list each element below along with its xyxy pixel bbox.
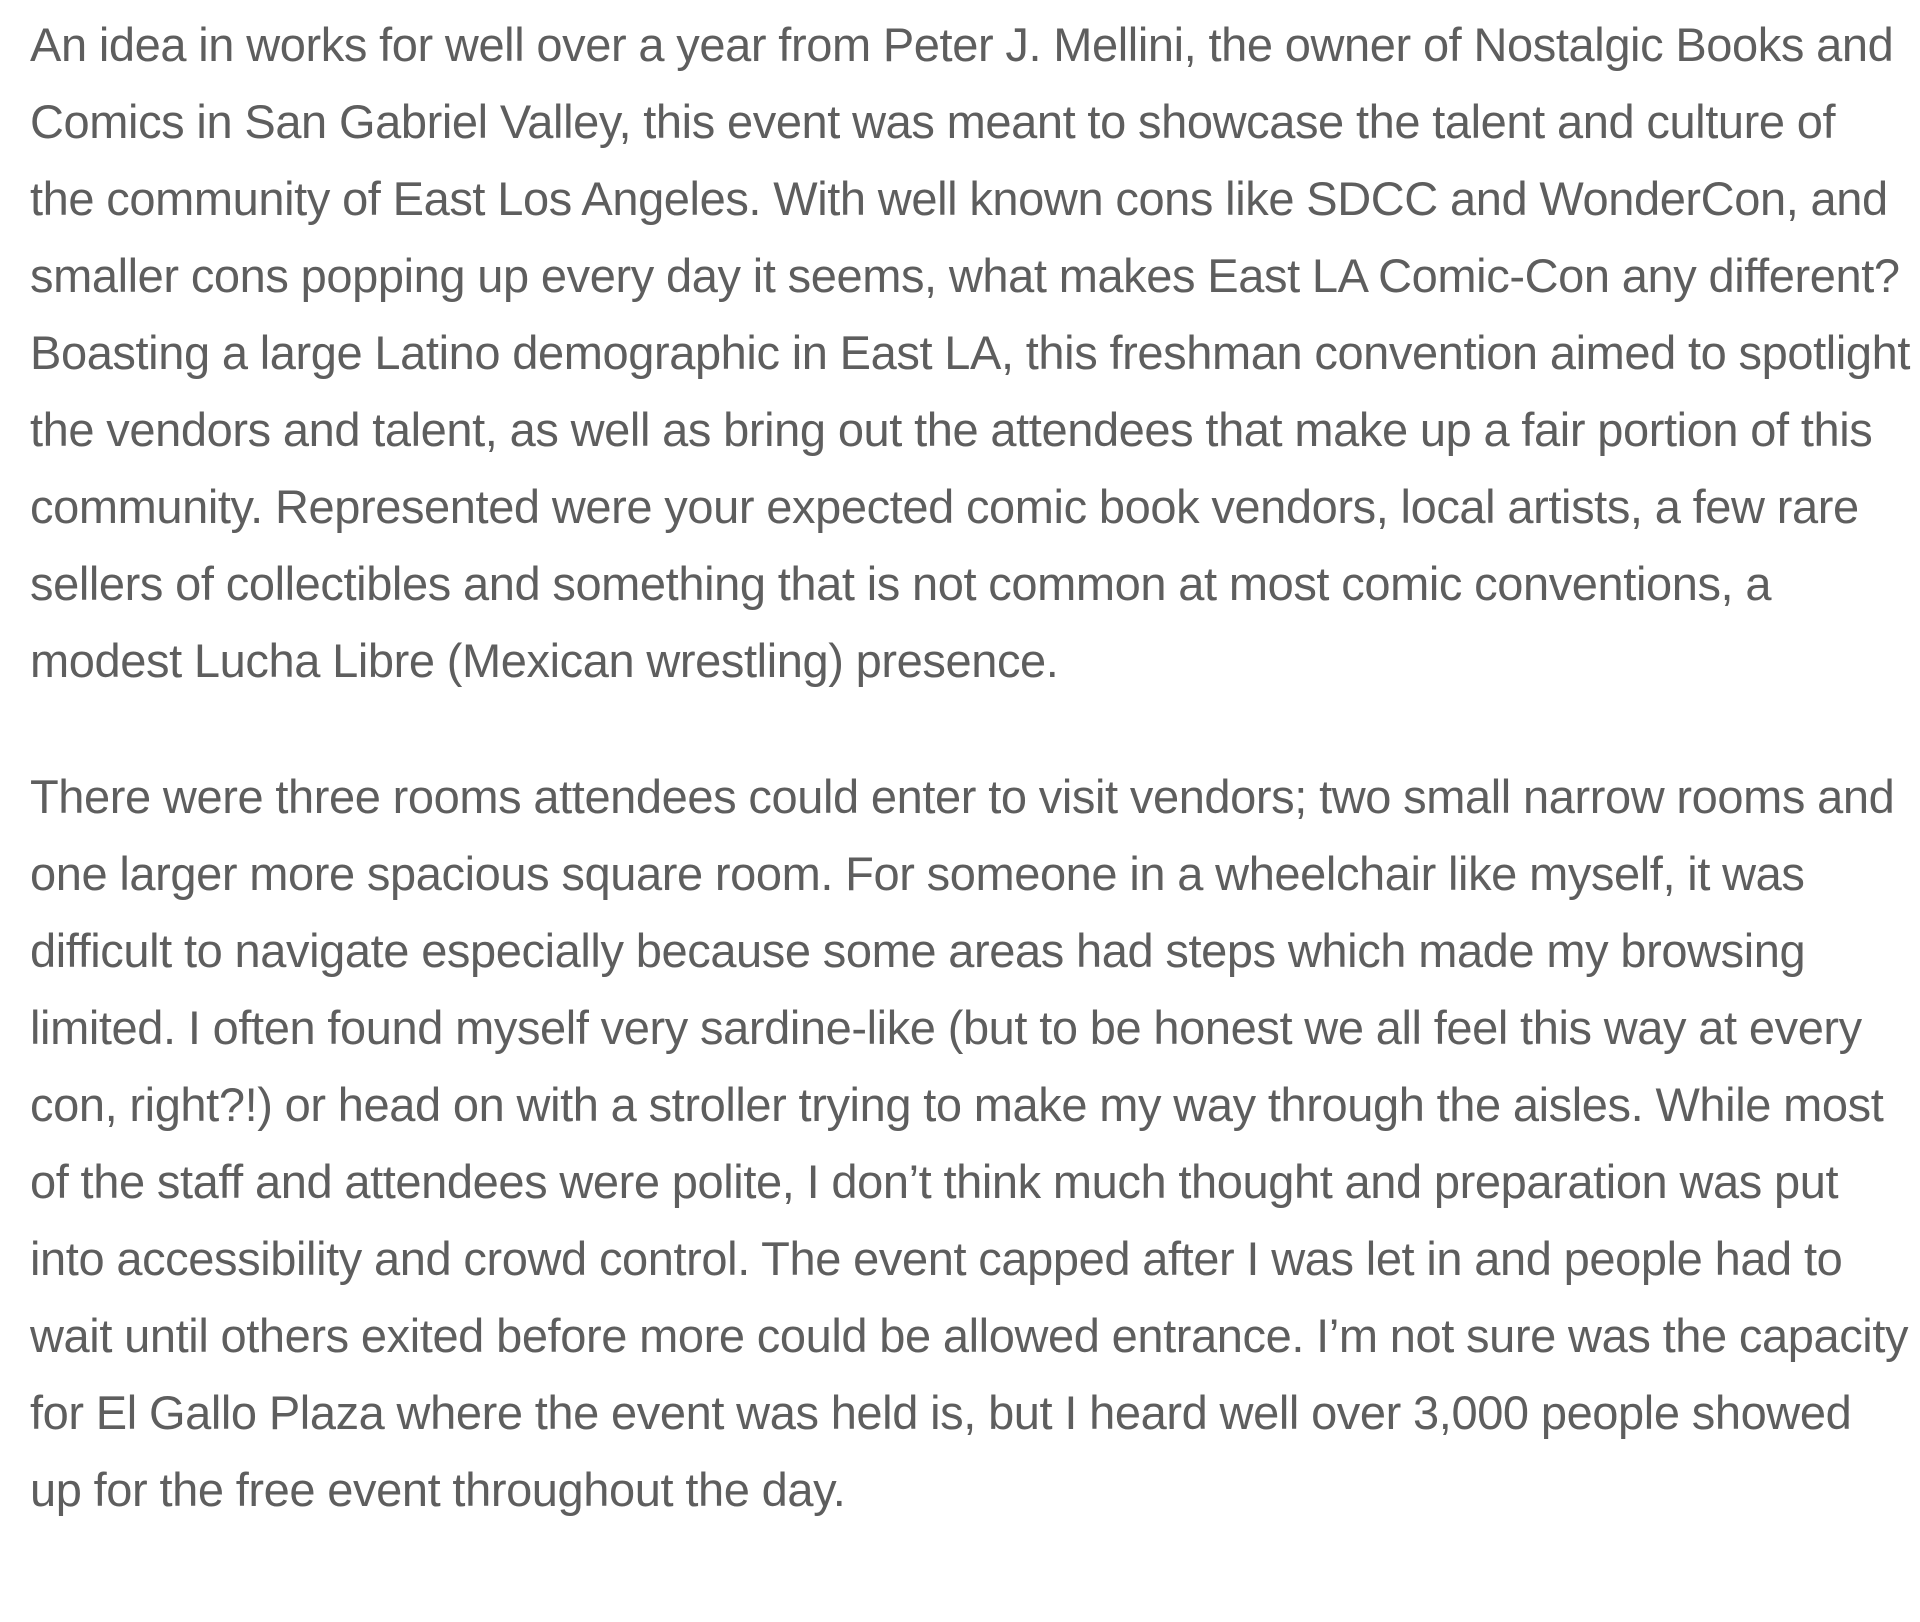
article-body (30, 6, 1910, 1528)
article-paragraph-2: There were three rooms attendees could enter to visit vendors; two small narrow rooms and one larger more spacious square room. For someone in a wheelchair like myself, it was difficult to navigate especially because some areas had steps which made my browsing limited. I often found myself very sardine-like (but to be honest we all feel this way at every con, right?!) or head on with a stroller trying to make my way through the aisles. While most of the staff and attendees were polite, I don’t think much thought and preparation was put into accessibility and crowd control. The event capped after I was let in and people had to wait until others exited before more could be allowed entrance. I’m not sure was the capacity for El Gallo Plaza where the event was held is, but I heard well over 3,000 people showed up for the free event throughout the day. (30, 770, 1909, 1516)
article-paragraph-1: An idea in works for well over a year from Peter J. Mellini, the owner of Nostalgic Books and Comics in San Gabriel Valley, this event was meant to showcase the talent and culture of the community of East Los Angeles. With well known cons like SDCC and WonderCon, and smaller cons popping up every day it seems, what makes East LA Comic-Con any different? Boasting a large Latino demographic in East LA, this freshman convention aimed to spotlight the vendors and talent, as well as bring out the attendees that make up a fair portion of this community. Represented were your expected comic book vendors, local artists, a few rare sellers of collectibles and something that is not common at most comic conventions, a modest Lucha Libre (Mexican wrestling) presence. (30, 18, 1911, 687)
